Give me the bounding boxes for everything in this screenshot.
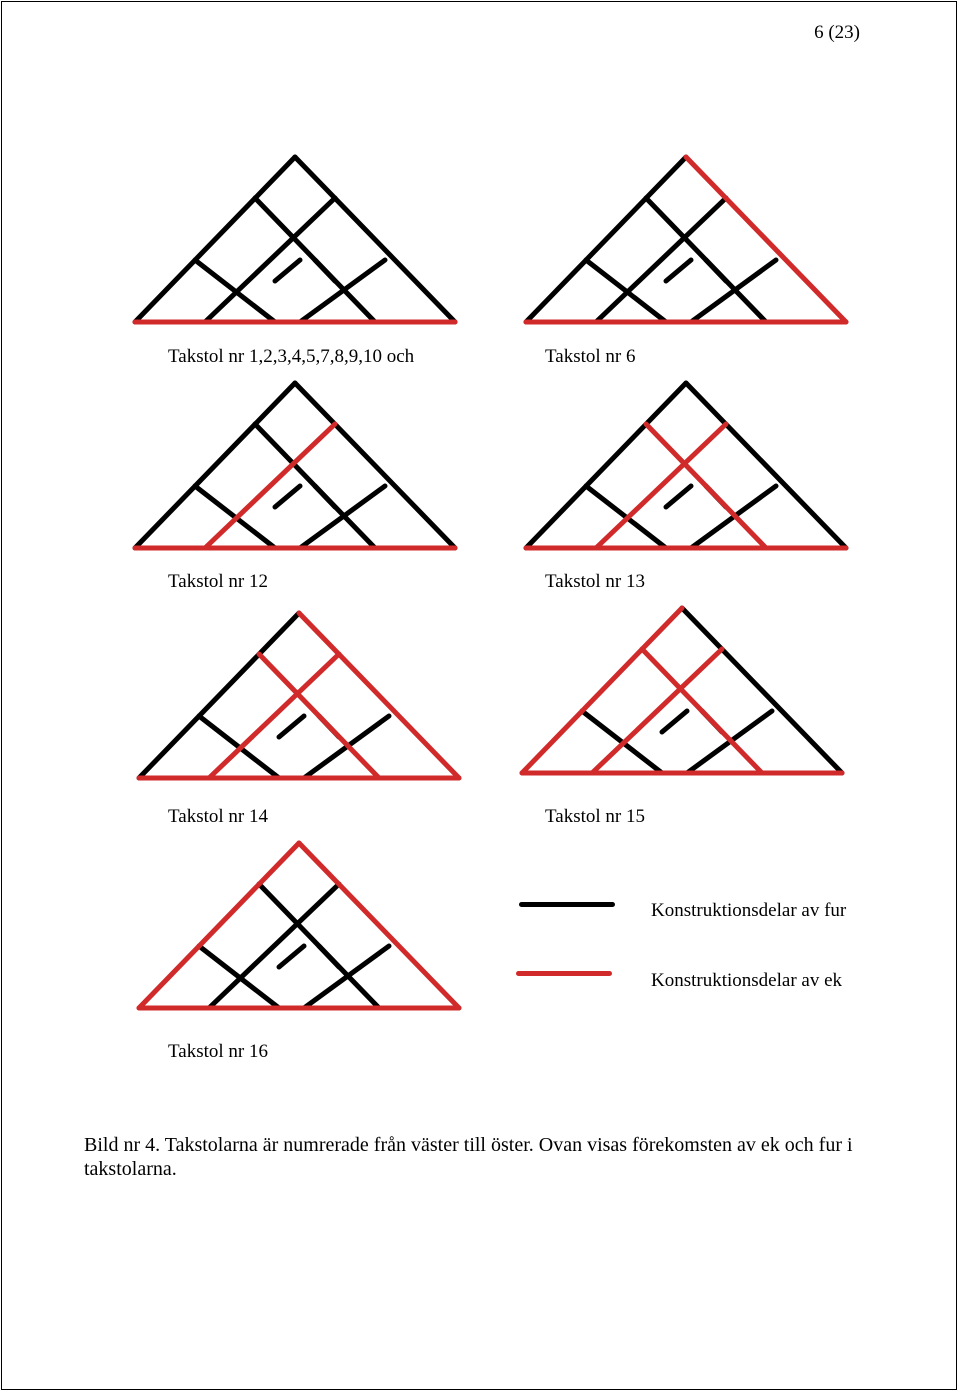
truss-5 xyxy=(134,608,464,783)
truss-7 xyxy=(134,838,464,1013)
truss-member-a3-fur xyxy=(662,711,687,732)
truss-member-right-fur xyxy=(295,157,455,322)
page-number: 6 (23) xyxy=(814,22,860,43)
truss-member-left-fur xyxy=(526,383,686,548)
truss-member-left-ek xyxy=(139,843,299,1008)
truss-member-left-fur xyxy=(139,613,299,778)
truss-3 xyxy=(130,378,460,553)
truss-member-a2-fur xyxy=(300,486,385,548)
truss-member-a3-fur xyxy=(279,716,304,737)
truss-member-d3-fur xyxy=(315,260,335,281)
truss-member-left-ek xyxy=(522,608,682,773)
truss-member-left-fur xyxy=(526,157,686,322)
truss-member-right-ek xyxy=(299,843,459,1008)
truss-member-left-fur xyxy=(135,157,295,322)
truss-1 xyxy=(130,152,460,327)
legend-line-fur xyxy=(519,902,615,907)
truss-member-a2-fur xyxy=(304,946,389,1008)
truss-member-d3-fur xyxy=(319,946,339,967)
truss-caption: Takstol nr 16 xyxy=(168,1041,268,1062)
truss-member-a3-fur xyxy=(666,260,691,281)
truss-member-right-fur xyxy=(686,383,846,548)
truss-4 xyxy=(521,378,851,553)
truss-caption: Takstol nr 15 xyxy=(545,806,645,827)
truss-member-a2-fur xyxy=(300,260,385,322)
truss-member-right-ek xyxy=(299,613,459,778)
legend-line-ek xyxy=(516,971,612,976)
figure-caption: Bild nr 4. Takstolarna är numrerade från väster till öster. Ovan visas förekomsten av ek och fur i takstolarna. xyxy=(84,1134,853,1180)
legend-label-fur: Konstruktionsdelar av fur xyxy=(651,900,847,921)
truss-member-a3-fur xyxy=(275,260,300,281)
truss-member-a2-fur xyxy=(691,260,776,322)
legend-label-ek: Konstruktionsdelar av ek xyxy=(651,970,843,991)
truss-caption: Takstol nr 6 xyxy=(545,346,636,367)
truss-caption: Takstol nr 13 xyxy=(545,571,645,592)
truss-member-right-fur xyxy=(682,608,842,773)
truss-member-d3-fur xyxy=(706,260,726,281)
truss-caption: Takstol nr 12 xyxy=(168,571,268,592)
truss-member-right-ek xyxy=(686,157,846,322)
truss-2 xyxy=(521,152,851,327)
truss-6 xyxy=(517,603,847,778)
truss-member-left-fur xyxy=(135,383,295,548)
truss-member-d3-fur xyxy=(315,486,335,507)
truss-member-a3-fur xyxy=(279,946,304,967)
truss-member-a3-fur xyxy=(666,486,691,507)
truss-caption: Takstol nr 14 xyxy=(168,806,268,827)
truss-member-right-fur xyxy=(295,383,455,548)
truss-caption: Takstol nr 1,2,3,4,5,7,8,9,10 och xyxy=(168,346,415,367)
truss-member-a3-fur xyxy=(275,486,300,507)
